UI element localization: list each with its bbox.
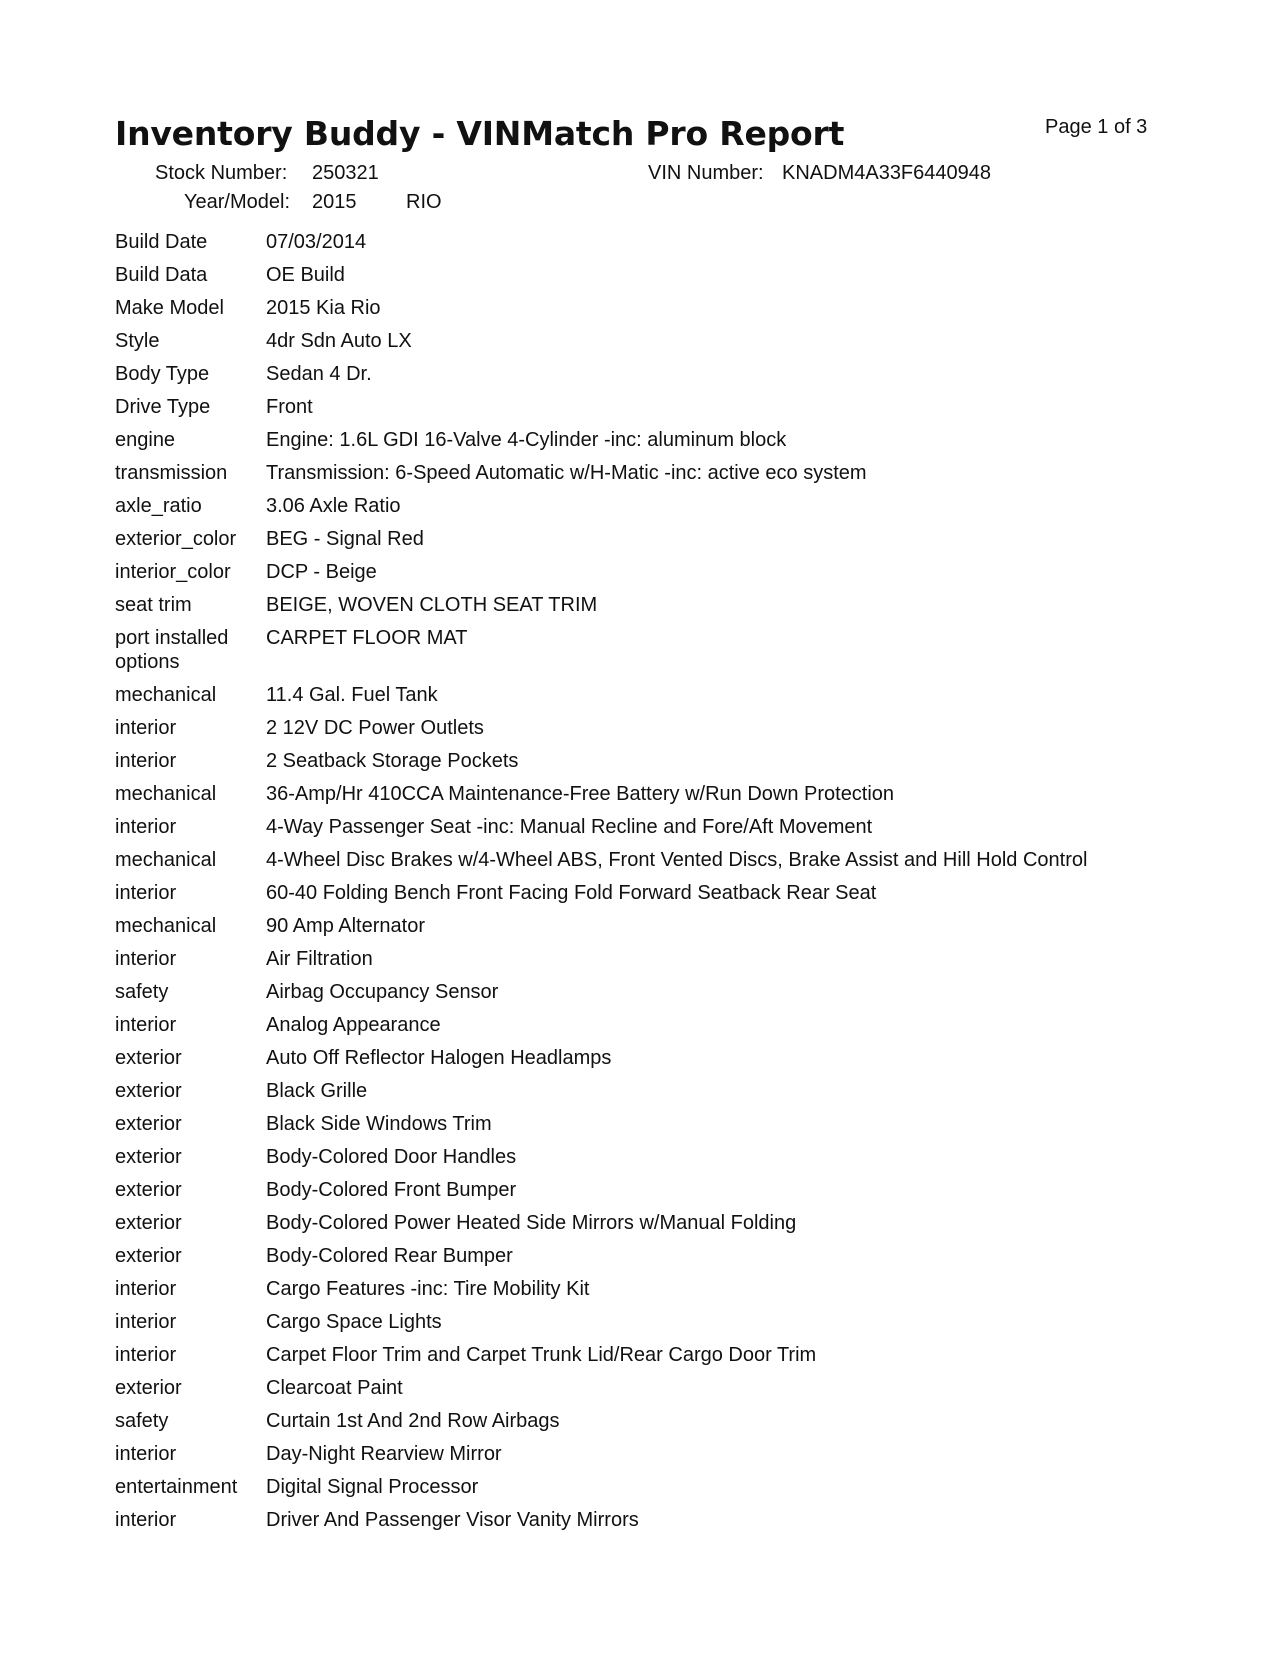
table-row — [115, 362, 1265, 386]
row-description: Driver And Passenger Visor Vanity Mirrors — [266, 1509, 639, 1531]
table-row — [115, 1277, 1265, 1301]
row-category: exterior_color — [115, 528, 237, 550]
row-category: seat trim — [115, 594, 192, 616]
row-category: interior — [115, 717, 177, 739]
year-model-label: Year/Model: — [184, 191, 290, 213]
table-row — [115, 395, 1265, 419]
row-category: mechanical — [115, 915, 217, 937]
row-category: interior — [115, 1509, 177, 1531]
row-description: Day-Night Rearview Mirror — [266, 1443, 502, 1465]
table-row — [115, 1442, 1265, 1466]
row-category: Style — [115, 330, 160, 352]
row-category: exterior — [115, 1047, 182, 1069]
table-row — [115, 980, 1265, 1004]
row-description: Body-Colored Door Handles — [266, 1146, 517, 1168]
row-category: interior_color — [115, 561, 231, 583]
row-category: mechanical — [115, 783, 217, 805]
table-row — [115, 683, 1265, 707]
row-description: Body-Colored Front Bumper — [266, 1179, 517, 1201]
row-description: 60-40 Folding Bench Front Facing Fold Forward Seatback Rear Seat — [266, 882, 877, 904]
row-description: BEG - Signal Red — [266, 528, 424, 550]
table-row — [115, 1046, 1265, 1070]
row-description: Front — [266, 396, 313, 418]
table-row — [115, 1343, 1265, 1367]
row-description: 4-Wheel Disc Brakes w/4-Wheel ABS, Front Vented Discs, Brake Assist and Hill Hold Control — [266, 849, 1088, 871]
row-category: exterior — [115, 1146, 182, 1168]
row-category: entertainment — [115, 1476, 238, 1498]
row-category: transmission — [115, 462, 228, 484]
table-row — [115, 947, 1265, 971]
row-description: 11.4 Gal. Fuel Tank — [266, 684, 438, 706]
vin-number-value: KNADM4A33F6440948 — [782, 162, 992, 184]
row-description: 2 Seatback Storage Pockets — [266, 750, 519, 772]
options-table — [115, 230, 1265, 1541]
row-category: safety — [115, 1410, 169, 1432]
table-row — [115, 230, 1265, 254]
table-row — [115, 461, 1265, 485]
table-row — [115, 749, 1265, 773]
table-row — [115, 527, 1265, 551]
row-description: 36-Amp/Hr 410CCA Maintenance-Free Battery w/Run Down Protection — [266, 783, 895, 805]
row-description: Auto Off Reflector Halogen Headlamps — [266, 1047, 612, 1069]
row-category: exterior — [115, 1377, 182, 1399]
table-row — [115, 593, 1265, 617]
table-row — [115, 1475, 1265, 1499]
table-row — [115, 1508, 1265, 1532]
row-description: 2 12V DC Power Outlets — [266, 717, 484, 739]
table-row — [115, 848, 1265, 872]
row-category: axle_ratio — [115, 495, 202, 517]
row-category: Make Model — [115, 297, 224, 319]
page-number: Page 1 of 3 — [1045, 116, 1148, 138]
row-category: interior — [115, 1311, 177, 1333]
report-title: Inventory Buddy - VINMatch Pro Report — [115, 114, 845, 153]
row-category: exterior — [115, 1113, 182, 1135]
row-description: Clearcoat Paint — [266, 1377, 403, 1399]
table-row — [115, 815, 1265, 839]
row-category: interior — [115, 1014, 177, 1036]
table-row — [115, 1178, 1265, 1202]
table-row — [115, 1409, 1265, 1433]
table-row — [115, 881, 1265, 905]
table-row — [115, 428, 1265, 452]
row-description: Airbag Occupancy Sensor — [266, 981, 499, 1003]
table-row — [115, 560, 1265, 584]
row-category: interior — [115, 1344, 177, 1366]
table-row — [115, 1376, 1265, 1400]
row-category: exterior — [115, 1179, 182, 1201]
row-description: Black Side Windows Trim — [266, 1113, 492, 1135]
row-description: BEIGE, WOVEN CLOTH SEAT TRIM — [266, 594, 598, 616]
row-description: Black Grille — [266, 1080, 368, 1102]
table-row — [115, 1145, 1265, 1169]
table-row — [115, 1310, 1265, 1334]
table-row — [115, 782, 1265, 806]
row-category: Drive Type — [115, 396, 211, 418]
row-category: engine — [115, 429, 176, 451]
row-category: interior — [115, 816, 177, 838]
model-value: RIO — [406, 191, 442, 213]
stock-number-label: Stock Number: — [155, 162, 288, 184]
stock-number-value: 250321 — [312, 162, 379, 184]
vin-number-label: VIN Number: — [648, 162, 764, 184]
table-row — [115, 1112, 1265, 1136]
table-row — [115, 329, 1265, 353]
row-description: 4dr Sdn Auto LX — [266, 330, 412, 352]
row-description: Transmission: 6-Speed Automatic w/H-Matic -inc: active eco system — [266, 462, 867, 484]
row-description: Carpet Floor Trim and Carpet Trunk Lid/Rear Cargo Door Trim — [266, 1344, 817, 1366]
row-description: 07/03/2014 — [266, 231, 367, 253]
row-category: interior — [115, 948, 177, 970]
row-description: Body-Colored Power Heated Side Mirrors w/Manual Folding — [266, 1212, 797, 1234]
table-row — [115, 494, 1265, 518]
table-row — [115, 1211, 1265, 1235]
row-category: Body Type — [115, 363, 210, 385]
row-description: Digital Signal Processor — [266, 1476, 479, 1498]
table-row — [115, 263, 1265, 287]
row-description: Cargo Space Lights — [266, 1311, 442, 1333]
row-description: CARPET FLOOR MAT — [266, 627, 468, 649]
table-row — [115, 1013, 1265, 1037]
table-row — [115, 1079, 1265, 1103]
table-row — [115, 1244, 1265, 1268]
row-category: mechanical — [115, 849, 217, 871]
row-description: Sedan 4 Dr. — [266, 363, 372, 385]
row-description: Curtain 1st And 2nd Row Airbags — [266, 1410, 560, 1432]
row-description: OE Build — [266, 264, 345, 286]
row-category: port installed options — [115, 627, 229, 673]
table-row — [115, 296, 1265, 320]
year-value: 2015 — [312, 191, 357, 213]
row-description: 4-Way Passenger Seat -inc: Manual Recline and Fore/Aft Movement — [266, 816, 873, 838]
row-category: safety — [115, 981, 169, 1003]
table-row — [115, 626, 1265, 674]
row-description: 2015 Kia Rio — [266, 297, 381, 319]
row-category: mechanical — [115, 684, 217, 706]
table-row — [115, 914, 1265, 938]
row-description: Body-Colored Rear Bumper — [266, 1245, 513, 1267]
row-category: Build Date — [115, 231, 208, 253]
row-category: interior — [115, 750, 177, 772]
row-category: interior — [115, 1443, 177, 1465]
row-category: exterior — [115, 1080, 182, 1102]
row-description: Cargo Features -inc: Tire Mobility Kit — [266, 1278, 590, 1300]
row-category: Build Data — [115, 264, 208, 286]
row-category: interior — [115, 882, 177, 904]
table-row — [115, 716, 1265, 740]
row-description: Analog Appearance — [266, 1014, 441, 1036]
row-description: Air Filtration — [266, 948, 373, 970]
row-description: DCP - Beige — [266, 561, 377, 583]
row-category: interior — [115, 1278, 177, 1300]
row-description: 3.06 Axle Ratio — [266, 495, 401, 517]
row-category: exterior — [115, 1245, 182, 1267]
row-category: exterior — [115, 1212, 182, 1234]
row-description: Engine: 1.6L GDI 16-Valve 4-Cylinder -inc: aluminum block — [266, 429, 787, 451]
row-description: 90 Amp Alternator — [266, 915, 425, 937]
